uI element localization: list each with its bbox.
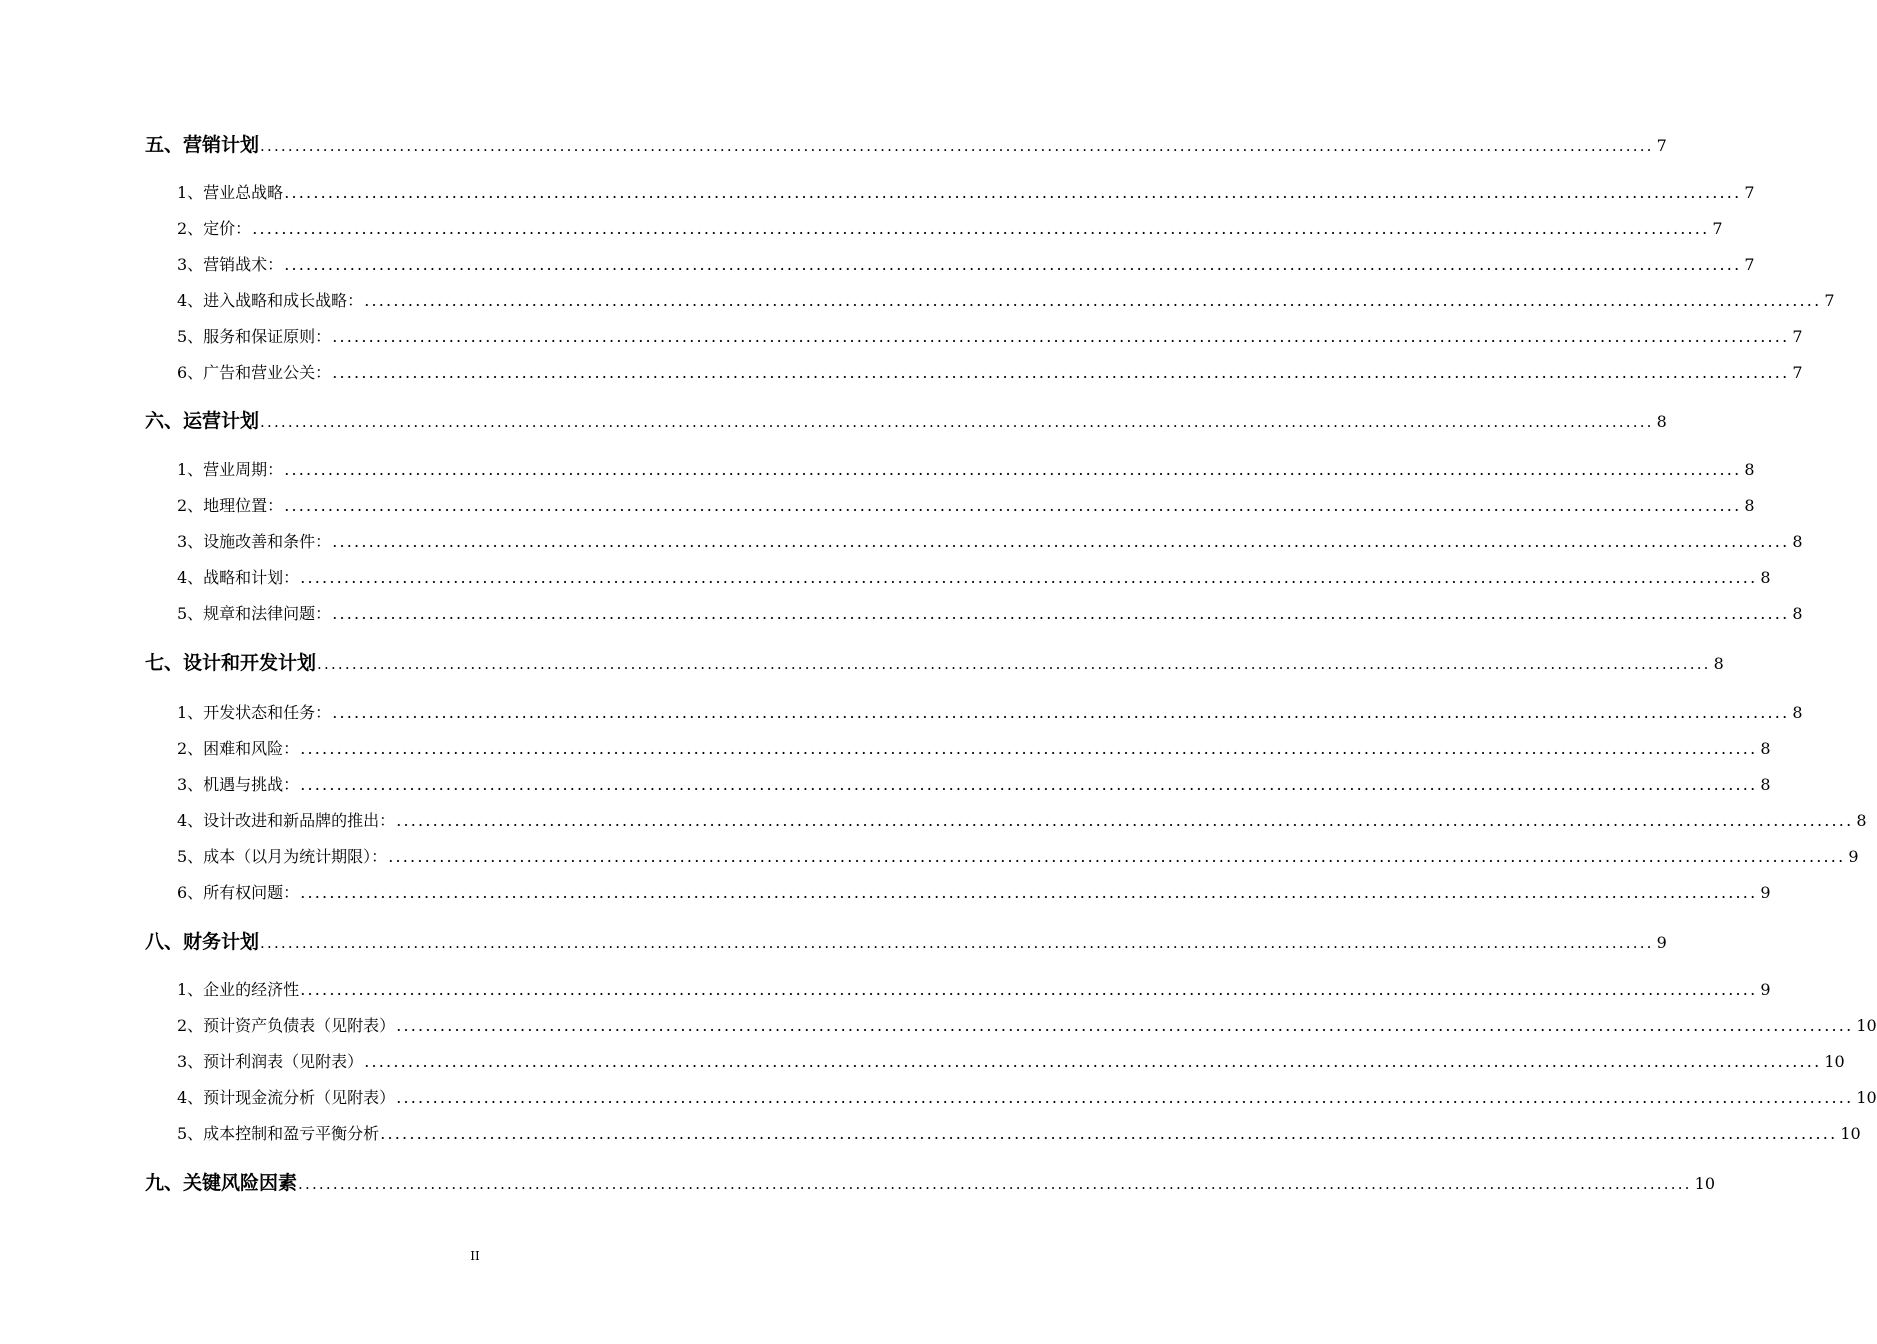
toc-entry-label: 3、机遇与挑战：: [177, 775, 300, 794]
toc-dot-leader: ........................................................................................................................................................................................................: [332, 532, 1790, 551]
toc-dot-leader: ........................................................................................................................................................................................................: [284, 183, 1742, 202]
toc-section-entry[interactable]: [177, 216, 1723, 239]
page-footer-number: II: [470, 1249, 480, 1263]
toc-page-number: 8: [1856, 811, 1867, 830]
toc-section-entry[interactable]: [177, 252, 1755, 275]
toc-dot-leader: ........................................................................................................................................................................................................: [300, 980, 1758, 999]
toc-page-number: 9: [1656, 933, 1667, 952]
toc-entry-label: 3、营销战术：: [177, 255, 284, 274]
toc-dot-leader: ........................................................................................................................................................................................................: [284, 255, 1742, 274]
toc-entry-label: 六、运营计划: [145, 410, 260, 432]
toc-page-number: 8: [1792, 604, 1803, 623]
toc-section-entry[interactable]: [177, 977, 1771, 1000]
toc-dot-leader: ........................................................................................................................................................................................................: [260, 137, 1654, 155]
toc-section-entry[interactable]: [177, 736, 1771, 759]
toc-entry-label: 2、定价：: [177, 219, 252, 238]
toc-entry-label: 2、困难和风险：: [177, 739, 300, 758]
toc-entry-label: 4、战略和计划：: [177, 568, 300, 587]
toc-dot-leader: ........................................................................................................................................................................................................: [317, 655, 1711, 673]
toc-entry-label: 1、营业周期：: [177, 460, 284, 479]
toc-dot-leader: ........................................................................................................................................................................................................: [396, 811, 1854, 830]
toc-page-number: 10: [1856, 1016, 1877, 1035]
toc-page-number: 10: [1856, 1088, 1877, 1107]
toc-page-number: 7: [1792, 327, 1803, 346]
toc-dot-leader: ........................................................................................................................................................................................................: [364, 291, 1822, 310]
toc-page-number: 7: [1744, 255, 1755, 274]
toc-page-number: 7: [1712, 219, 1723, 238]
toc-chapter-entry[interactable]: [145, 406, 1667, 433]
toc-dot-leader: ........................................................................................................................................................................................................: [396, 1016, 1854, 1035]
toc-dot-leader: ........................................................................................................................................................................................................: [332, 363, 1790, 382]
toc-entry-label: 5、规章和法律问题：: [177, 604, 332, 623]
toc-entry-label: 6、广告和营业公关：: [177, 363, 332, 382]
toc-page-number: 7: [1656, 136, 1667, 155]
toc-dot-leader: ........................................................................................................................................................................................................: [332, 703, 1790, 722]
toc-chapter-entry[interactable]: [145, 648, 1724, 675]
toc-section-entry[interactable]: [177, 880, 1771, 903]
toc-section-entry[interactable]: [177, 565, 1771, 588]
toc-page-number: 8: [1792, 532, 1803, 551]
toc-page-number: 8: [1760, 775, 1771, 794]
toc-page-number: 9: [1760, 980, 1771, 999]
toc-section-entry[interactable]: [177, 1121, 1861, 1144]
toc-page-number: 8: [1760, 739, 1771, 758]
toc-dot-leader: ........................................................................................................................................................................................................: [260, 413, 1654, 431]
toc-section-entry[interactable]: [177, 772, 1771, 795]
toc-page-number: 10: [1824, 1052, 1845, 1071]
toc-dot-leader: ........................................................................................................................................................................................................: [332, 604, 1790, 623]
toc-section-entry[interactable]: [177, 360, 1803, 383]
toc-dot-leader: ........................................................................................................................................................................................................: [300, 883, 1758, 902]
toc-page-number: 10: [1694, 1174, 1715, 1193]
toc-page-number: 8: [1792, 703, 1803, 722]
toc-section-entry[interactable]: [177, 844, 1859, 867]
toc-section-entry[interactable]: [177, 288, 1835, 311]
toc-entry-label: 1、营业总战略: [177, 183, 284, 202]
toc-dot-leader: ........................................................................................................................................................................................................: [388, 847, 1846, 866]
toc-dot-leader: ........................................................................................................................................................................................................: [364, 1052, 1822, 1071]
toc-entry-label: 七、设计和开发计划: [145, 652, 317, 674]
toc-entry-label: 1、企业的经济性: [177, 980, 300, 999]
toc-dot-leader: ........................................................................................................................................................................................................: [300, 568, 1758, 587]
toc-page-number: 7: [1744, 183, 1755, 202]
toc-entry-label: 5、服务和保证原则：: [177, 327, 332, 346]
toc-page-number: 7: [1792, 363, 1803, 382]
toc-section-entry[interactable]: [177, 493, 1755, 516]
toc-dot-leader: ........................................................................................................................................................................................................: [396, 1088, 1854, 1107]
toc-page-number: 8: [1744, 496, 1755, 515]
toc-section-entry[interactable]: [177, 808, 1867, 831]
toc-page-number: 9: [1760, 883, 1771, 902]
toc-dot-leader: ........................................................................................................................................................................................................: [380, 1124, 1838, 1143]
toc-section-entry[interactable]: [177, 324, 1803, 347]
toc-entry-label: 2、预计资产负债表（见附表）: [177, 1016, 396, 1035]
toc-page-number: 8: [1744, 460, 1755, 479]
toc-page-number: 8: [1760, 568, 1771, 587]
toc-section-entry[interactable]: [177, 1049, 1845, 1072]
toc-chapter-entry[interactable]: [145, 1168, 1715, 1195]
toc-entry-label: 5、成本（以月为统计期限）：: [177, 847, 388, 866]
toc-page-number: 9: [1848, 847, 1859, 866]
toc-entry-label: 5、成本控制和盈亏平衡分析: [177, 1124, 380, 1143]
toc-page-number: 8: [1656, 412, 1667, 431]
toc-dot-leader: ........................................................................................................................................................................................................: [298, 1175, 1692, 1193]
toc-section-entry[interactable]: [177, 180, 1755, 203]
toc-section-entry[interactable]: [177, 1085, 1877, 1108]
toc-section-entry[interactable]: [177, 1013, 1877, 1036]
toc-dot-leader: ........................................................................................................................................................................................................: [252, 219, 1710, 238]
toc-page-number: 8: [1713, 654, 1724, 673]
toc-section-entry[interactable]: [177, 457, 1755, 480]
toc-entry-label: 4、预计现金流分析（见附表）: [177, 1088, 396, 1107]
toc-entry-label: 五、营销计划: [145, 134, 260, 156]
toc-entry-label: 2、地理位置：: [177, 496, 284, 515]
toc-entry-label: 4、进入战略和成长战略：: [177, 291, 364, 310]
toc-entry-label: 九、关键风险因素: [145, 1172, 298, 1194]
toc-section-entry[interactable]: [177, 529, 1803, 552]
toc-dot-leader: ........................................................................................................................................................................................................: [300, 739, 1758, 758]
toc-entry-label: 4、设计改进和新品牌的推出：: [177, 811, 396, 830]
toc-entry-label: 八、财务计划: [145, 931, 260, 953]
toc-entry-label: 1、开发状态和任务：: [177, 703, 332, 722]
toc-page-number: 10: [1840, 1124, 1861, 1143]
toc-section-entry[interactable]: [177, 700, 1803, 723]
toc-section-entry[interactable]: [177, 601, 1803, 624]
toc-page-number: 7: [1824, 291, 1835, 310]
toc-chapter-entry[interactable]: [145, 927, 1667, 954]
toc-dot-leader: ........................................................................................................................................................................................................: [284, 496, 1742, 515]
toc-dot-leader: ........................................................................................................................................................................................................: [300, 775, 1758, 794]
toc-dot-leader: ........................................................................................................................................................................................................: [332, 327, 1790, 346]
toc-entry-label: 3、设施改善和条件：: [177, 532, 332, 551]
toc-dot-leader: ........................................................................................................................................................................................................: [284, 460, 1742, 479]
toc-entry-label: 6、所有权问题：: [177, 883, 300, 902]
toc-chapter-entry[interactable]: [145, 130, 1667, 157]
toc-dot-leader: ........................................................................................................................................................................................................: [260, 934, 1654, 952]
toc-entry-label: 3、预计利润表（见附表）: [177, 1052, 364, 1071]
